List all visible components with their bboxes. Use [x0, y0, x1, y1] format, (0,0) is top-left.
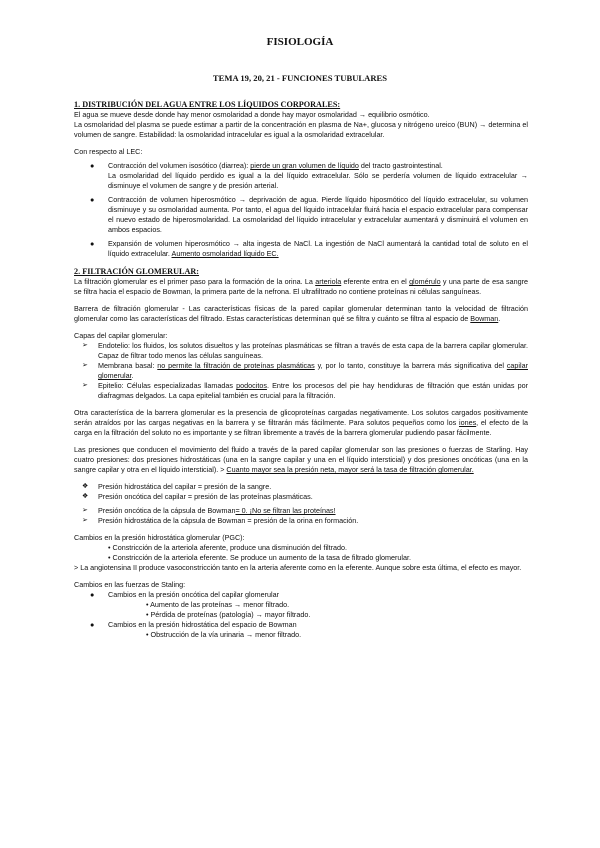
bullet-icon: ● — [90, 239, 95, 248]
bullet-icon: ● — [90, 195, 95, 204]
arrow-bullet-icon: ➢ — [82, 517, 88, 524]
label: Capas del capilar glomerular: — [74, 331, 168, 340]
list-item: ● Contracción del volumen isosótico (diarrea): pierde un gran volumen de líquido del tracto gastrointestinal. La osmolaridad del líquido perdido es igual a la del líquido extracelular. Sólo se perdería volumen de líquido extracelular → disminuye el volumen de sangre y de presión arterial. — [90, 161, 528, 190]
list-item: ● Contracción de volumen hiperosmótico → deprivación de agua. Pierde líquido hiposmótico del líquido extracelular, su volumen disminuye y su osmolaridad aumenta. Por tanto, el agua del líquido intracelular fluirá hacia el espacio extracelular para compensar el nuevo estado de hiperosmolaridad. La osmolaridad del líquido intracelular y extracelular aumentará y disminuirá el volumen en ambos espacios. — [90, 195, 528, 234]
arrow-bullet-icon: ➢ — [82, 507, 88, 514]
arrow-bullet-icon: ➢ — [82, 342, 88, 349]
list-item: ❖ Presión oncótica del capilar = presión de las proteínas plasmáticas. — [82, 492, 313, 501]
paragraph: La filtración glomerular es el primer paso para la formación de la orina. La arteriola eferente entra en el glomérulo y una parte de esa sangre se filtra hacia el espacio de Bowman, la primera parte de la nefrona. El ultrafiltrado no contiene proteínas ni células sanguíneas. — [74, 277, 528, 296]
list-item: ➢ Membrana basal: no permite la filtración de proteínas plasmáticas y, por lo tanto, constituye la barrera más significativa del capilar glomerular. — [82, 361, 528, 380]
list-item: ➢ Presión oncótica de la cápsula de Bowman= 0. ¡No se filtran las proteínas! — [82, 506, 336, 515]
paragraph: La osmolaridad del plasma se puede estimar a partir de la concentración en plasma de Na+, glucosa y nitrógeno ureico (BUN) → determina el volumen de sangre. Estabilidad: la osmolaridad intracelular es igual a la osmolaridad extracelular. — [74, 120, 528, 139]
paragraph: Otra característica de la barrera glomerular es la presencia de glicoproteínas cargadas negativamente. Los solutos cargados positivamente serán atraídos por las cargas negativas en la barrera y se filtrarán más fácilmente. Para solutos pequeños como los iones, el efecto de la carga en la filtración del soluto no es importante y se filtran libremente a través de la barrera glomerular pudiendo pasar fácilmente. — [74, 408, 528, 437]
section-2-heading: 2. FILTRACIÓN GLOMERULAR: — [74, 267, 200, 276]
arrow-bullet-icon: ➢ — [82, 382, 88, 389]
label: Cambios en las fuerzas de Staling: — [74, 580, 186, 589]
page-subtitle: TEMA 19, 20, 21 - FUNCIONES TUBULARES — [212, 73, 388, 83]
label: Con respecto al LEC: — [74, 147, 143, 156]
list-item: ❖ Presión hidrostática del capilar = presión de la sangre. — [82, 482, 272, 491]
paragraph: El agua se mueve desde donde hay menor osmolaridad a donde hay mayor osmolaridad → equilibrio osmótico. — [74, 110, 430, 119]
arrow-bullet-icon: ➢ — [82, 362, 88, 369]
bullet-icon: ● — [90, 620, 95, 629]
document-body — [74, 99, 528, 640]
list-item: • Pérdida de proteínas (patología) → mayor filtrado. — [146, 610, 311, 619]
list-item: • Obstrucción de la vía urinaria → menor filtrado. — [146, 630, 302, 639]
page-title: FISIOLOGÍA — [266, 36, 334, 48]
list-item: ➢ Epitelio: Células especializadas llamadas podocitos. Entre los procesos del pie hay hendiduras de filtración que están unidas por diafragmas delgados. La capa epitelial también es crucial para la filtración. — [82, 381, 528, 400]
list-item: ● Cambios en la presión oncótica del capilar glomerular — [90, 590, 279, 599]
paragraph: > La angiotensina II produce vasoconstricción tanto en la arteria aferente como en la eferente. Aunque sobre esta última, el efecto es mayor. — [74, 563, 522, 572]
list-item: ➢ Endotelio: los fluidos, los solutos disueltos y las proteínas plasmáticas se filtran a través de esta capa de la barrera capilar glomerular. Capaz de filtrar todo menos las células sanguíneas. — [82, 341, 528, 360]
list-item: • Aumento de las proteínas → menor filtrado. — [146, 600, 290, 609]
paragraph: Barrera de filtración glomerular - Las características físicas de la pared capilar glomerular determinan tanto la velocidad de filtración glomerular como las características del filtrado. Estas características determinan qué se filtra y cuánto se filtra al espacio de Bowman. — [74, 304, 528, 323]
bullet-icon: ● — [90, 590, 95, 599]
list-item: • Constricción de la arteriola aferente, produce una disminución del filtrado. — [108, 543, 348, 552]
bullet-icon: ● — [90, 161, 95, 170]
diamond-bullet-icon: ❖ — [82, 493, 89, 500]
section-1-heading: 1. DISTRIBUCIÓN DEL AGUA ENTRE LOS LÍQUIDOS CORPORALES: — [74, 100, 341, 109]
list-item-continuation: La osmolaridad del líquido perdido es igual a la del líquido extracelular. Sólo se perdería volumen de líquido extracelular → disminuye el volumen de sangre y de presión arterial. — [108, 171, 528, 190]
list-item: • Constricción de la arteriola eferente. Se produce un aumento de la tasa de filtrado glomerular. — [108, 553, 411, 562]
diamond-bullet-icon: ❖ — [82, 483, 89, 490]
paragraph: Las presiones que conducen el movimiento del fluido a través de la pared capilar glomerular son las presiones o fuerzas de Starling. Hay cuatro presiones: dos presiones hidrostáticas (una en la sangre capilar y una en el líquido intersticial) y dos presiones oncóticas (una en la sangre capilar y otra en el líquido intersticial). > Cuanto mayor sea la presión neta, mayor será la tasa de filtración glomerular. — [74, 445, 528, 474]
list-item: ● Cambios en la presión hidrostática del espacio de Bowman — [90, 620, 297, 629]
list-item: ● Expansión de volumen hiperosmótico → alta ingesta de NaCl. La ingestión de NaCl aumentará la cantidad total de soluto en el líquido extracelular. Aumento osmolaridad líquido EC. — [90, 239, 528, 258]
label: Cambios en la presión hidrostática glomerular (PGC): — [74, 533, 245, 542]
list-item: ➢ Presión hidrostática de la cápsula de Bowman = presión de la orina en formación. — [82, 516, 359, 525]
